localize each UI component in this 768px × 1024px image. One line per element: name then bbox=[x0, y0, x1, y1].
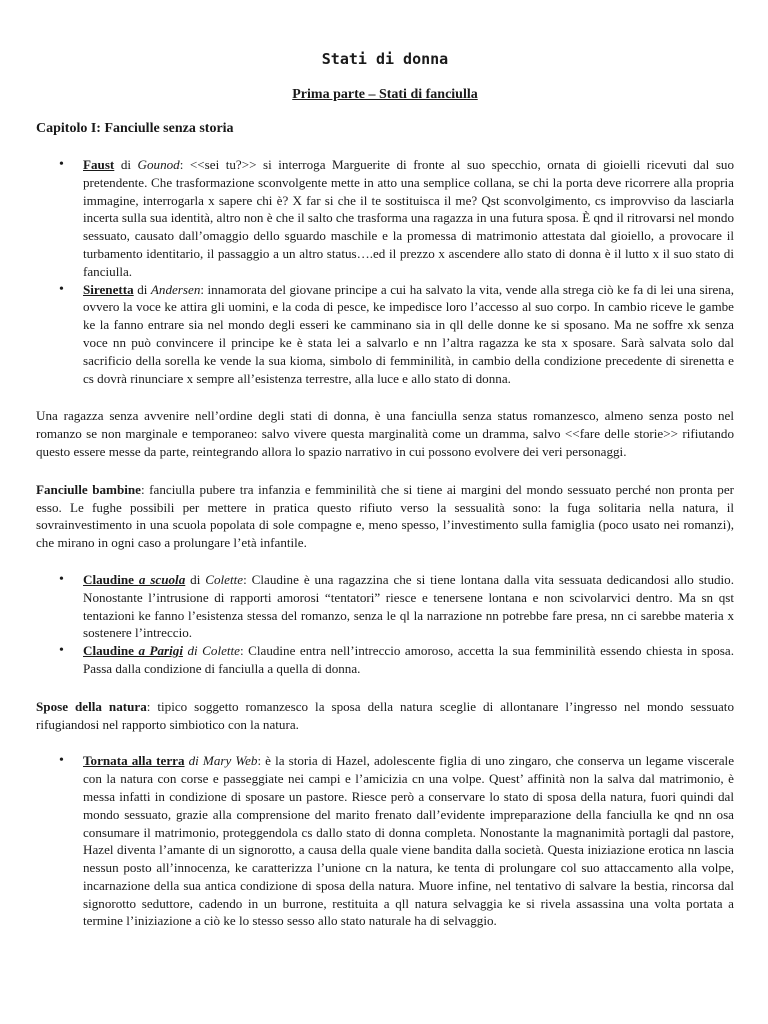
work-title: Claudine bbox=[83, 643, 139, 659]
item-text: : Claudine entra nell’intreccio amoroso, accetta la sua femminilità essendo chiesta in sposa. Passa dalla condizione di fanciulla a quella di donna. bbox=[83, 643, 734, 676]
work-title: Faust bbox=[83, 157, 115, 172]
connector: di bbox=[114, 157, 138, 172]
paragraph-spose-natura bbox=[36, 698, 734, 734]
connector: di bbox=[185, 571, 206, 587]
list-item-faust bbox=[83, 156, 734, 281]
work-title: Sirenetta bbox=[83, 281, 134, 297]
list-item-claudine-scuola bbox=[83, 571, 734, 642]
author-name: Colette bbox=[202, 643, 240, 659]
bullet-list-1 bbox=[36, 156, 734, 387]
bullet-list-2 bbox=[36, 571, 734, 678]
list-item-sirenetta bbox=[83, 281, 734, 388]
paragraph-fanciulle-bambine bbox=[36, 481, 734, 552]
paragraph-text: : fanciulla pubere tra infanzia e femminilità che si tiene ai margini del mondo sessuato perché non pronta per esso. Le fughe possibili per mettere in pratica questo rifiuto verso la sessualità sono: la fuga solitaria nella natura, il sovrainvestimento in una scuola popolata di sole compagne e, meno spesso, l’investimento sulla famiglia (poco usato nei romanzi), che mirano in ogni caso a prolungare l’età infantile. bbox=[36, 481, 735, 551]
author-name: Mary Web bbox=[202, 753, 258, 769]
item-text: : Claudine è una ragazzina che si tiene lontana dalla vita sessuata dedicandosi allo studio. Nonostante l’intrusione di rapporti amorosi “tentatori” riesce e tenersene lontana e non scivolarvici dentro. Ma sn qst tentazioni ke fanno l’esistenza stessa del romanzo, senza le ql la narrazione nn potrebbe fare presa, nn ci sarebbe materia x sostenere l’intreccio. bbox=[83, 571, 734, 641]
paragraph-intro: Una ragazza senza avvenire nell’ordine degli stati di donna, è una fanciulla senza status romanzesco, almeno senza posto nel romanzo se non marginale e temporaneo: salvo vivere questa marginalità come un dramma, salvo <<fare delle storie>> rifiutando questo essere messe da parte, reintegrando allora lo spazio narrativo in cui possono evolvere dei veri personaggi. bbox=[36, 408, 734, 459]
item-text: : <<sei tu?>> si interroga Marguerite di fronte al suo specchio, ornata di gioielli ricevuti dal suo pretendente. Che trasformazione sconvolgente mette in atto una semplice collana, se chi la porta deve ricorrere alla propria immagine, interrogarla x sapere chi è? X far si che il te sostituisca il me? Qst sconvolgimento, cs improvviso da lasciarla incerta sulla sua identità, altro non è che il salto che trasforma una ragazza in una futura sposa. È qnd il ritrovarsi nel mondo sessuato, causato dall’omaggio dello sguardo maschile e la promessa di matrimonio attestata dal gioiello, a provocare il turbamento identitario, il passaggio a un altro status….ed il prezzo x ascendere allo stato di donna è il lutto x il suo stato di fanciulla. bbox=[83, 157, 735, 279]
connector: di bbox=[184, 753, 203, 769]
list-item-tornata-terra bbox=[83, 752, 734, 930]
connector: di bbox=[133, 281, 151, 297]
document-title: Stati di donna bbox=[321, 50, 449, 68]
author-name: Colette bbox=[205, 571, 244, 587]
bullet-list-3 bbox=[36, 752, 734, 930]
author-name: Andersen bbox=[150, 281, 201, 297]
item-text: : innamorata del giovane principe a cui ha salvato la vita, vende alla strega ciò ke fa di lei una sirena, ovvero la voce ke attira gli uomini, e la coda di pesce, ke impedisce loro l’accesso al suo corpo. In cambio riceve le gambe ke la fanno entrare sia nel mondo degli esseri ke camminano sia in qll delle donne ke si sposano. Ma ne soffre xk senza voce nn può convincere il principe ke è stata lei a salvarlo e nn l’altra ragazza ke sta x sposare. Sarà salvata solo dal sacrificio della sorella ke vende la sua kioma, simbolo di femminilità, in cambio della condizione precedente di sirenetta e cs dovrà rinunciare x sempre all’esistenza terrestre, alla luce e allo stato di donna. bbox=[83, 281, 734, 386]
work-title-italic: a scuola bbox=[138, 571, 186, 587]
item-text: : è la storia di Hazel, adolescente figlia di uno zingaro, che conserva un legame viscerale con la natura con corse e passeggiate nei campi e l’amicizia cn una volpe. Quest’ affinità non la salva dal matrimonio, è messa infatti in condizione di sposare un pastore. Riesce però a conservare lo stato di sposa della natura, fuori quindi dal mondo sessuato, grazie alla comprensione del marito frenato dall’evidente impreparazione della fanciulla ke qnd nn osa consumare il matrimonio, proteggendola cs dallo stato di donna completa. Nonostante la magnanimità portagli dal pastore, Hazel diventa l’amante di un signorotto, a causa della quale viene bandita dalla società. Questa iniziazione erotica nn lascia nessun posto all’innocenza, ke caratterizza l’unione cn la natura, ke tenta di prolungare col suo attaccamento alla volpe, incarnazione della sua antica condizione di sposa della natura. Muore infine, nel tentativo di salvare la bestia, rincorsa dal signorotto seduttore, cadendo in un burrone, restituita a qll natura selvaggia ke si rivela assassina una volta portata a termine l’iniziazione a ciò ke lo stesso sesso allo stato naturale ha di selvaggio. bbox=[83, 753, 735, 929]
work-title: Claudine bbox=[83, 571, 139, 587]
connector: di bbox=[182, 643, 203, 659]
list-item-claudine-parigi bbox=[83, 642, 734, 678]
chapter-heading: Capitolo I: Fanciulle senza storia bbox=[36, 121, 234, 136]
paragraph-text: : tipico soggetto romanzesco la sposa della natura sceglie di allontanare l’ingresso nel mondo sessuato rifugiandosi nel rapporto simbiotico con la natura. bbox=[36, 698, 734, 732]
work-title: Tornata alla terra bbox=[83, 753, 185, 769]
paragraph-head: Fanciulle bambine bbox=[36, 481, 141, 497]
paragraph-head: Spose della natura bbox=[36, 698, 147, 714]
author-name: Gounod bbox=[137, 157, 180, 172]
part-heading: Prima parte – Stati di fanciulla bbox=[292, 87, 478, 102]
work-title-italic: a Parigi bbox=[138, 643, 183, 659]
